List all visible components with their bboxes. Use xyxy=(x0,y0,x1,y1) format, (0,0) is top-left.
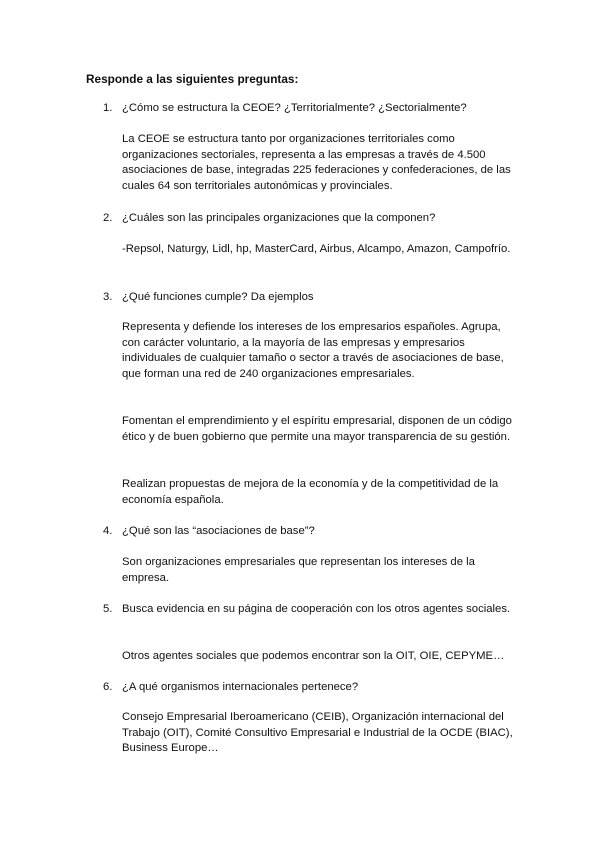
answer-3-paragraph-3: Realizan propuestas de mejora de la economía y de la competitividad de la economía española. xyxy=(122,478,499,506)
question-number: 1. xyxy=(103,102,113,114)
answer-2-paragraph-1: -Repsol, Naturgy, Lidl, hp, MasterCard, Airbus, Alcampo, Amazon, Campofrío. xyxy=(122,243,511,255)
question-number: 2. xyxy=(103,212,113,224)
question-text: ¿Cómo se estructura la CEOE? ¿Territorialmente? ¿Sectorialmente? xyxy=(122,102,467,114)
question-text: ¿A qué organismos internacionales pertenece? xyxy=(122,681,359,693)
page-heading: Responde a las siguientes preguntas: xyxy=(86,72,299,86)
answer-6-paragraph-1: Consejo Empresarial Iberoamericano (CEIB), Organización internacional del Trabajo (OIT), Comité Consultivo Empresarial e Industrial de la OCDE (BIAC), Business Europe… xyxy=(122,711,513,755)
answer-1-paragraph-1: La CEOE se estructura tanto por organizaciones territoriales como organizaciones sectoriales, representa a las empresas a través de 4.500 asociaciones de base, integradas 225 federaciones y confederaciones, de las cuales 64 son territoriales autonómicas y provinciales. xyxy=(122,133,511,193)
question-text: ¿Qué son las “asociaciones de base”? xyxy=(122,525,315,537)
answer-5-paragraph-1: Otros agentes sociales que podemos encontrar son la OIT, OIE, CEPYME… xyxy=(122,650,505,662)
question-number: 3. xyxy=(103,291,113,303)
answer-4-paragraph-1: Son organizaciones empresariales que representan los intereses de la empresa. xyxy=(122,556,475,584)
question-number: 5. xyxy=(103,603,113,615)
question-number: 4. xyxy=(103,525,113,537)
question-text: ¿Qué funciones cumple? Da ejemplos xyxy=(122,291,314,303)
answer-3-paragraph-2: Fomentan el emprendimiento y el espíritu empresarial, disponen de un código ético y de buen gobierno que permite una mayor transparencia de su gestión. xyxy=(122,415,512,443)
question-text: Busca evidencia en su página de cooperación con los otros agentes sociales. xyxy=(122,603,511,615)
question-text: ¿Cuáles son las principales organizaciones que la componen? xyxy=(122,212,436,224)
answer-3-paragraph-1: Representa y defiende los intereses de los empresarios españoles. Agrupa, con carácter voluntario, a la mayoría de las empresas y empresarios individuales de cualquier tamaño o sector a través de asociaciones de base, que forman una red de 240 organizaciones empresariales. xyxy=(122,321,504,381)
question-number: 6. xyxy=(103,681,113,693)
